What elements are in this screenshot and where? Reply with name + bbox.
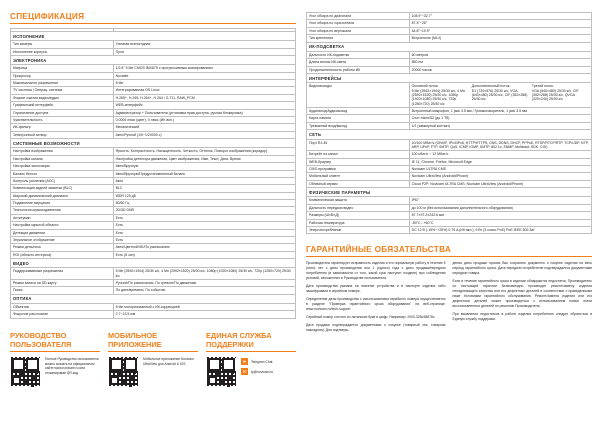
spec-row-value: Встроенное (M14) (409, 35, 591, 42)
spec-group-title: ОПТИКА (11, 294, 296, 303)
spec-row-key: Длина волны ИК-света (307, 59, 410, 66)
spec-group-header (307, 130, 592, 139)
spec-row (307, 108, 592, 115)
stream-column-values: 5 Мп (2592×1944) 25/30 к/с, 4 Мп (2592×1520) 25/30 к/с, 1080p (1920×1080) 25/30 к/с, 720p (1280×720) 25/30 к/с (411, 88, 465, 106)
qr-module (127, 368, 130, 371)
spec-row-key: Баланс белого (11, 170, 114, 177)
stream-column (472, 84, 529, 106)
spec-row-value: WEB-интерфейс (113, 102, 295, 109)
spec-row-value: Уличная всепогодная (113, 41, 295, 48)
spec-row-value: 0.0005 люкс (цвет), 0 люкс (ИК вкл.) (113, 116, 295, 123)
spec-row-key: Поиск (11, 287, 114, 294)
spec-row (11, 124, 296, 131)
spec-row (11, 116, 296, 123)
spec-row-value: Встроенный микрофон, 1 jack 3.5 мм / Громкоговоритель, 1 jack 3.5 мм (409, 108, 591, 115)
spec-row (11, 214, 296, 221)
spec-group-header (307, 42, 592, 51)
qr-module (123, 381, 126, 384)
spec-row-value: Есть (113, 229, 295, 236)
spec-row-value: Авто/Цветной/ЧБ/По расписанию (113, 244, 295, 251)
spec-group-header (11, 139, 296, 148)
qr-module (227, 384, 230, 387)
spec-row-value: Novicam ULTRA CMS (409, 166, 591, 173)
spec-row (11, 304, 296, 311)
spec-row (307, 51, 592, 58)
spec-row-value: Есть (113, 222, 295, 229)
spec-row (11, 41, 296, 48)
spec-row-value: 5 Мп (2592×1944) 25/30 к/с, 4 Мп (2592×1520) 25/30 к/с, 1080p (1920×1080) 25/30 к/с, 720p (1280×720) 25/30 к/с (113, 268, 295, 280)
promo-body (206, 356, 296, 387)
qr-support[interactable] (206, 356, 237, 387)
spec-row-value: Интегрированная OS Linux (113, 87, 295, 94)
support-link-label: Telegram Chat (251, 359, 273, 364)
spec-row (307, 197, 592, 204)
warranty-columns (306, 261, 592, 335)
spec-row (11, 102, 296, 109)
warranty-paragraph: Дата продажи подтверждается документами о покупке (товарный чек, товарная накладная). Для подтверж- (306, 322, 446, 332)
spec-row (307, 122, 592, 129)
spec-row-value: 60 метров (409, 51, 591, 58)
spec-row (11, 170, 296, 177)
spec-row (11, 131, 296, 138)
spec-row (307, 83, 592, 108)
qr-mobile-app[interactable] (108, 356, 139, 387)
spec-row-key: Климатическая защита (307, 197, 410, 204)
spec-row-value: Ручной/По расписанию, По тревоге/По движению (113, 280, 295, 287)
spec-row-key: Аудиовход/Аудиовыход (307, 108, 410, 115)
spec-row (307, 166, 592, 173)
spec-row-value: Cloud P2P: Novicam ULTRA CMS; Novicam UltraView (Android/iPhone) (409, 180, 591, 187)
stream-column-values: D1 (720×576) 25/30 к/с, VGA (640×480) 25/30 к/с, CIF (352×288) 25/30 к/с (471, 88, 528, 102)
spec-row-key: Мобильный клиент (307, 173, 410, 180)
stream-column (412, 84, 469, 106)
spec-group-header (11, 294, 296, 303)
spec-row (11, 287, 296, 294)
spec-row-key: Технология шумоподавления (11, 207, 114, 214)
spec-row-value: WDR 120 дБ (113, 192, 295, 199)
qr-module (118, 373, 121, 376)
spec-row-value: Novicam UltraView (Android/iPhone) (409, 173, 591, 180)
spec-row (11, 236, 296, 243)
spec-row (11, 163, 296, 170)
spec-row-value: Механический (113, 124, 295, 131)
qr-finder-bottom-left (12, 376, 21, 385)
spec-group-title: ФИЗИЧЕСКИЕ ПАРАМЕТРЫ (307, 188, 592, 197)
spec-row (11, 48, 296, 55)
spec-group-title: ИСПОЛНЕНИЕ (11, 32, 296, 41)
spec-row (11, 80, 296, 87)
spec-row (307, 139, 592, 151)
spec-group-title: ЭЛЕКТРОНИКА (11, 56, 296, 65)
spec-row-key: Подавление мерцания (11, 200, 114, 207)
stream-columns (412, 84, 589, 106)
qr-module (122, 363, 125, 366)
spec-row-value: 850 нм (409, 59, 591, 66)
spec-group-header (11, 259, 296, 268)
spec-row-value: IP67 (409, 197, 591, 204)
spec-row (307, 212, 592, 219)
spec-row-key: TV система | Операц. система (11, 87, 114, 94)
qr-module (216, 373, 219, 376)
spec-group-title: СИСТЕМНЫЕ ВОЗМОЖНОСТИ (11, 139, 296, 148)
promo-body (108, 356, 198, 387)
promo-title: ЕДИНАЯ СЛУЖБА ПОДДЕРЖКИ (206, 331, 296, 353)
spec-row-key: Настройка скрытой области (11, 222, 114, 229)
spec-row (11, 280, 296, 287)
spec-row (307, 180, 592, 187)
spec-row-value: Авто/Вручную (113, 163, 295, 170)
spec-row-key: Процессор (11, 72, 114, 79)
spec-row-value: Есть (113, 236, 295, 243)
spec-body-left (11, 29, 296, 319)
spec-row-value: Novatek (113, 72, 295, 79)
promo-title: МОБИЛЬНОЕ ПРИЛОЖЕНИЕ (108, 331, 198, 353)
right-column (306, 12, 592, 415)
qr-user-manual[interactable] (10, 356, 41, 387)
spec-row (11, 251, 296, 258)
spec-row-key: Тревожный вход/выход (307, 122, 410, 129)
spec-row (11, 311, 296, 318)
spec-row-key: Графический интерфейс (11, 102, 114, 109)
spec-row (307, 66, 592, 73)
spec-row (11, 222, 296, 229)
spec-row-value: Авто/Ручной (1/5~1/20000 с) (113, 131, 295, 138)
spec-group-title: СЕТЬ (307, 130, 592, 139)
spec-row-value: Есть (113, 214, 295, 221)
spec-row-key: Широкий динамический диапазон (11, 192, 114, 199)
spec-row-key: Настройка экспозиции (11, 163, 114, 170)
spec-row (11, 200, 296, 207)
spec-row-key: CMS-программа (307, 166, 410, 173)
spec-row-key: Зеркальное отображение (11, 236, 114, 243)
qr-finder-bottom-left (110, 376, 119, 385)
promo-column (10, 331, 100, 388)
promo-column (206, 331, 296, 388)
spec-row-key: WEB-браузер (307, 158, 410, 165)
spec-row-value: По дате/времени, По событию (113, 287, 295, 294)
spec-row-key: Дальность передачи видео (307, 204, 410, 211)
specification-table-right (306, 12, 592, 234)
spec-row-key: Настройка канала (11, 155, 114, 162)
spec-row-key: ИК-фильтр (11, 124, 114, 131)
qr-module (231, 371, 234, 374)
spec-row (11, 192, 296, 199)
spec-row-value: 44.8°~19.9° (409, 27, 591, 34)
spec-row (307, 20, 592, 27)
qr-module (221, 381, 224, 384)
warranty-section (306, 245, 592, 335)
spec-row-key: ROI (область интереса) (11, 251, 114, 258)
support-link[interactable] (241, 358, 273, 365)
spec-row-value: 1/2.8" 5 Мп CMOS IMX675 с прогрессивным сканированием (113, 65, 295, 72)
spec-group-title: ВИДЕО (11, 259, 296, 268)
spec-row (11, 185, 296, 192)
spec-row-key: Размеры (Ш×В×Д) (307, 212, 410, 219)
stream-column-values: VGA (640×480) 25/30 к/с, CIF (352×288) 25/30 к/с, QVGA (320×240) 25/30 к/с (531, 88, 579, 102)
spec-row-value: Настройка детектора движения, Цвет изображения, Имя, Текст, Дата, Время (113, 155, 295, 162)
warranty-paragraph: дения даты продажи просим Вас сохранять документы о покупке изделия на весь период гарантийного срока. Дата передачи потребителю подтверждается документами передачи товара. (452, 261, 592, 276)
spec-row-key: Формат сжатия видео/аудио (11, 94, 114, 101)
spec-row-key: Исполнение корпуса (11, 48, 114, 55)
warranty-paragraph: Производитель гарантирует исправность изделия и его нормальную работу в течение 5 (пяти) лет с даты производства или 1 (одного) года с даты продажи/передачи потребителю (в зависимости от того, какой срок наступит позднее) при соблюдении условий, изложенных в Руководстве пользователя. (306, 261, 446, 281)
spec-row-key: Электронный затвор (11, 131, 114, 138)
spec-row (11, 65, 296, 72)
spec-row-key: Объектив (11, 304, 114, 311)
spec-row-key: Режим записи на SD-карту (11, 280, 114, 287)
spec-row-key: Фокусное расстояние (11, 311, 114, 318)
spec-row-value: 108.9°~32.7° (409, 13, 591, 20)
spec-row-value: Есть (8 зон) (113, 251, 295, 258)
spec-row-value: IE 11, Chrome, Firefox, Microsoft Edge (409, 158, 591, 165)
spec-row-key: Чувствительность (11, 116, 114, 123)
spec-row-value: 2.7~13.5 мм (113, 311, 295, 318)
qr-module (129, 384, 132, 387)
spec-row-key: Матрица (11, 65, 114, 72)
qr-module (24, 363, 27, 366)
spec-row-key: Компенсация задней засветки (BLC) (11, 185, 114, 192)
specification-table-left (10, 28, 296, 319)
stream-column-title: Третий поток: (531, 84, 554, 89)
spec-row-value: Авто/Вручную/Предустановленный баланс (113, 170, 295, 177)
qr-module (25, 381, 28, 384)
spec-row-key: Продолжительность работы ИК (307, 66, 410, 73)
spec-row-value: до 100 м (без использования дополнительного оборудования) (409, 204, 591, 211)
spec-row (307, 35, 592, 42)
spec-row (307, 226, 592, 233)
spec-group-title: ИНТЕРФЕЙСЫ (307, 73, 592, 82)
promo-column (108, 331, 198, 388)
promo-text: Мобильное приложение Novicam UltraView для Android & iOS (143, 357, 194, 366)
spec-row-value: 50/60 Гц (113, 200, 295, 207)
qr-module (29, 368, 32, 371)
qr-module (225, 368, 228, 371)
spec-row-key: Детекция движения (11, 229, 114, 236)
spec-row-key: Карта памяти (307, 115, 410, 122)
qr-module (133, 371, 136, 374)
spec-row-key: Дальность ИК-подсветки (307, 51, 410, 58)
spec-row-value: H.265+, H.265, H.264+, H.264 / G.711, RAW_PCM (113, 94, 295, 101)
promo-title: РУКОВОДСТВО ПОЛЬЗОВАТЕЛЯ (10, 331, 100, 353)
spec-row-value (409, 83, 591, 108)
qr-module (229, 377, 232, 380)
spec-row (11, 229, 296, 236)
spec-row (307, 173, 592, 180)
warranty-paragraph: Серийный номер состоит из латинских букв и цифр. Например: 2003-325d38876c (306, 314, 435, 319)
spec-row-value: Слот microSD (до 1 Тб) (409, 115, 591, 122)
qr-module (33, 377, 36, 380)
spec-row-key: Облачный сервис (307, 180, 410, 187)
qr-module (31, 384, 34, 387)
spec-row (11, 72, 296, 79)
spec-row-key: Тип камеры (11, 41, 114, 48)
warranty-paragraph: Определение даты производства с использованием серийного номера осуществляется в разделе "Проверка гарантийного срока оборудования" на веб-странице: www.novicam.ru/tech-support (306, 296, 446, 311)
spec-row (11, 155, 296, 162)
spec-row-value: BLC (113, 185, 295, 192)
spec-row (307, 27, 592, 34)
spec-row (307, 151, 592, 158)
stream-column-title: Дополнительный поток: (471, 84, 511, 89)
stream-column (532, 84, 589, 106)
warranty-paragraph: При выявлении недостатков в работе изделия потребителю следует обратиться в Единую службу поддержки. (452, 311, 592, 321)
spec-row (307, 115, 592, 122)
spec-row-key: Режим день/ночь (11, 244, 114, 251)
email-icon: ✉ (242, 368, 247, 374)
spec-row-key: Контроль усиления (AGC) (11, 177, 114, 184)
spec-group-header (11, 32, 296, 41)
left-column (10, 12, 296, 415)
support-link-label: tp@novicam.ru (251, 369, 274, 374)
spec-row-value: Пуля (113, 48, 295, 55)
spec-row (307, 219, 592, 226)
spec-row (11, 207, 296, 214)
spec-row-value: 100 кбит/с ~ 12 Мбит/с (409, 151, 591, 158)
spec-row-key: Угол обзора по диагонали (307, 13, 410, 20)
spec-row-key: Угол обзора по вертикали (307, 27, 410, 34)
spec-row-key: Видеовыходы (307, 83, 410, 108)
spec-row-key: Ограничение доступа (11, 109, 114, 116)
qr-module (131, 377, 134, 380)
qr-finder-bottom-left (208, 376, 217, 385)
spec-row-key: Угол обзора по горизонтали (307, 20, 410, 27)
spec-row (307, 59, 592, 66)
spec-row-value: 5 Мп (113, 80, 295, 87)
support-links (241, 356, 273, 375)
spec-row (307, 204, 592, 211)
spec-row (11, 148, 296, 155)
spec-row (307, 158, 592, 165)
spec-row-key: Энергопотребление (307, 226, 410, 233)
spec-row-value: 10/100 Мбит/с (ONVIF, IPv4/IPv6, HTTP/HTTPS, DNS, DDNS, DHCP, PPPoE, RTSP/RTCP/RTP, TCP/UDP, NTP, ARP, UPnP, FTP, SMTP, QoS, ICMP, IGMP, SMTP, 802.1x, SNMP, Multicast, SDK, CGI) (409, 139, 591, 151)
spec-row-key: Настройка изображения (11, 148, 114, 155)
promo-text: Полное Руководство пользователя можно скачать на официальном сайте www.novicam.ru или отсканировав QR-код. (45, 357, 99, 375)
spec-row-value: DC 12 В (-15%~+25%) 0.75 A (ИК вкл.), 9 Вт (3 класс PoE) PoE IEEE 802.3af (409, 226, 591, 233)
spec-row-value: -50°C...+60°C (409, 219, 591, 226)
telegram-icon: ➤ (242, 358, 247, 364)
spec-row-key: Максимальное разрешение (11, 80, 114, 87)
spec-row-value: 20000 часов (409, 66, 591, 73)
qr-module (220, 363, 223, 366)
promo-body (10, 356, 100, 387)
spec-row-value: 1/1 (замкнутый контакт) (409, 122, 591, 129)
spec-row-value: Администратор + Пользователи (установка прав доступа, ручная блокировка) (113, 109, 295, 116)
warranty-paragraph: Дата производства указана на этикетке устройства и в паспорте изделия либо зашифрована в серийном номере. (306, 284, 446, 293)
spec-row (11, 94, 296, 101)
spec-row (11, 177, 296, 184)
spec-row-value: 87.5°~26° (409, 20, 591, 27)
spec-row-key: Поддерживаемые разрешения (11, 268, 114, 280)
qr-module (20, 373, 23, 376)
warranty-heading: ГАРАНТИЙНЫЕ ОБЯЗАТЕЛЬСТВА (306, 245, 592, 257)
spec-row-value: 5 Мп моторизованный с ИК-коррекцией (113, 304, 295, 311)
spec-body-right (307, 13, 592, 234)
spec-group-header (307, 73, 592, 82)
promo-section (10, 331, 296, 388)
spec-row-value: 2D/3D DNR (113, 207, 295, 214)
spec-group-header (11, 56, 296, 65)
spec-row (11, 268, 296, 280)
warranty-paragraph: Если в течение гарантийного срока в изделии обнаружится недостаток, Производитель по настоящей гарантии безвозмездно производит ремонт/замену изделия ненадлежащего качества или его дефектных деталей в соответствии с приведенными ниже Условиями гарантийного обслуживания. Ремонт/замена изделия или его дефектных деталей может производиться с использованием новых и/или восстановленных деталей по решению Производителя. (452, 279, 592, 308)
spec-row-key: Антитуман (11, 214, 114, 221)
warranty-column-right (453, 261, 593, 335)
support-link[interactable] (241, 368, 273, 375)
spec-row-value: Яркость, Контрастность, Насыщенность, Четкость, Оттенок, Поворот изображения (коридор) (113, 148, 295, 155)
spec-row-key: Рабочая температура (307, 219, 410, 226)
stream-column-title: Основной поток: (411, 84, 439, 89)
spec-row (11, 109, 296, 116)
spec-group-title: ИК-ПОДСВЕТКА (307, 42, 592, 51)
spec-row-key: Тип крепления (307, 35, 410, 42)
spec-row-key: Битрейт на канал (307, 151, 410, 158)
spec-row-key: Порт RJ-45 (307, 139, 410, 151)
spec-row (11, 244, 296, 251)
spec-row-value: 87.7×97.2×242.6 мм (409, 212, 591, 219)
spec-row-value: Авто (113, 177, 295, 184)
warranty-column-left (306, 261, 446, 335)
spec-row (11, 87, 296, 94)
spec-row (307, 13, 592, 20)
specification-heading: СПЕЦИФИКАЦИЯ (10, 12, 296, 24)
spec-group-header (307, 188, 592, 197)
qr-module (35, 371, 38, 374)
